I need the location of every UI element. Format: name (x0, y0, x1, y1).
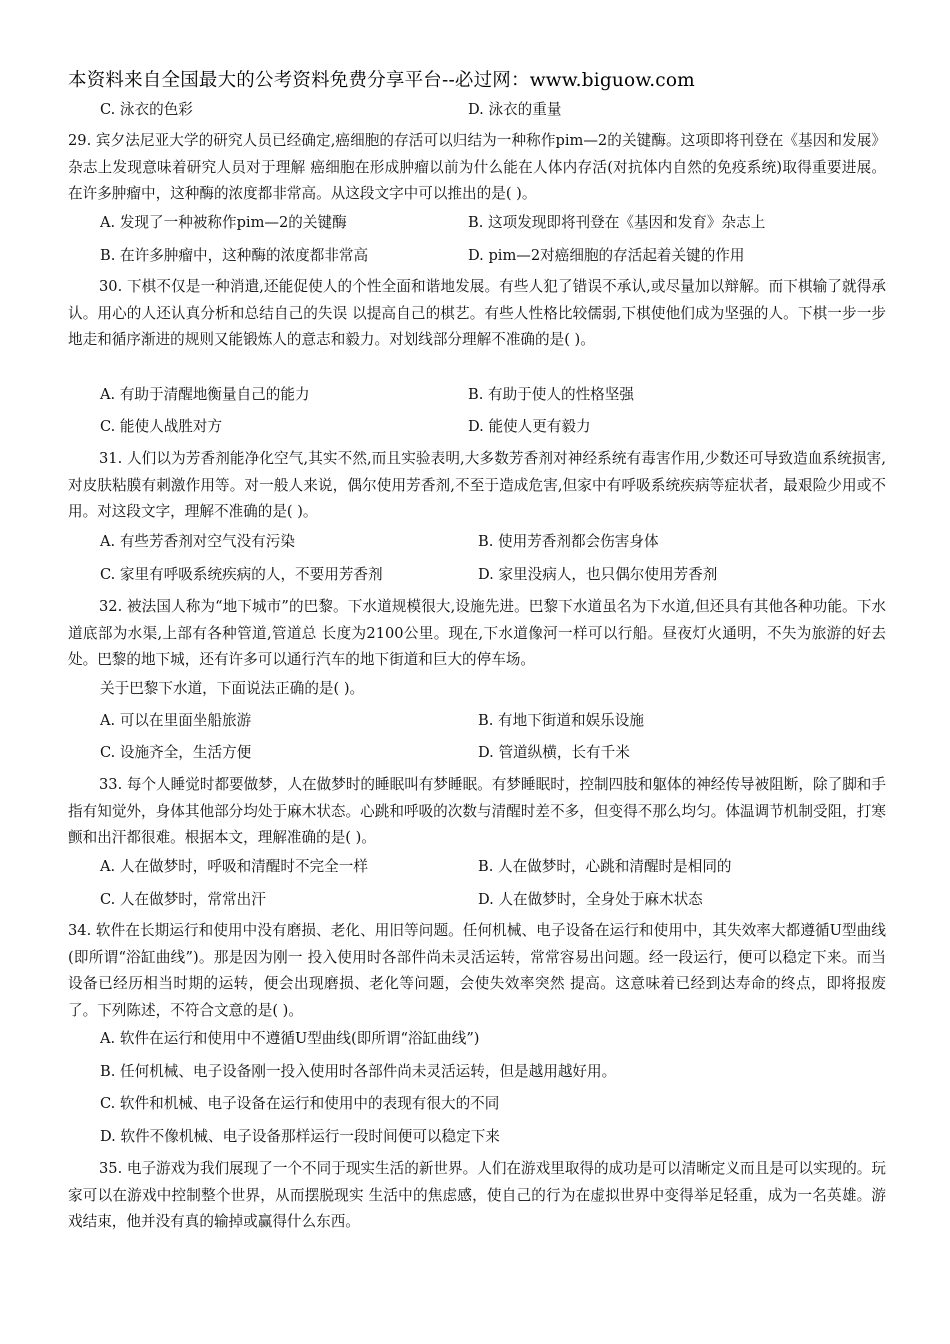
q29-option-c: B. 在许多肿瘤中，这种酶的浓度都非常高 (100, 247, 369, 264)
q33-option-a: A. 人在做梦时，呼吸和清醒时不完全一样 (100, 858, 368, 875)
q29-option-b: B. 这项发现即将刊登在《基因和发育》杂志上 (468, 214, 766, 231)
q32-stem: 32. 被法国人称为“地下城市”的巴黎。下水道规模很大,设施先进。巴黎下水道虽名为下水道,但还具有其他各种功能。下水道底部为水渠,上部有各种管道,管道总 长度为2100公里。现在,下水道像河一样可以行船。昼夜灯火通明，不失为旅游的好去处。巴黎的地下城，还有许多可以通行汽车的地下街道和巨大的停车场。 (68, 598, 886, 668)
q31-option-a: A. 有些芳香剂对空气没有污染 (100, 533, 295, 550)
q32-question: 关于巴黎下水道，下面说法正确的是( )。 (100, 680, 365, 697)
q34-stem: 34. 软件在长期运行和使用中没有磨损、老化、用旧等问题。任何机械、电子设备在运行和使用中，其失效率大都遵循U型曲线(即所谓“浴缸曲线”)。那是因为刚一 投入使用时各部件尚未灵活运转，常常容易出问题。经一段运行，便可以稳定下来。而当设备已经历相当时期的运转，便会出现磨损、老化等问题，会使失效率突然 提高。这意味着已经到达寿命的终点，即将报废了。下列陈述，不符合文意的是( )。 (68, 922, 886, 1019)
q31-option-c: C. 家里有呼吸系统疾病的人，不要用芳香剂 (100, 566, 383, 583)
q35-stem: 35. 电子游戏为我们展现了一个不同于现实生活的新世界。人们在游戏里取得的成功是可以清晰定义而且是可以实现的。玩家可以在游戏中控制整个世界，从而摆脱现实 生活中的焦虑感，使自己的行为在虚拟世界中变得举足轻重，成为一名英雄。游戏结束，他并没有真的输掉或赢得什么东西。 (68, 1160, 886, 1230)
q30-option-b: B. 有助于使人的性格坚强 (468, 386, 634, 403)
q33-option-c: C. 人在做梦时，常常出汗 (100, 891, 266, 908)
q33-option-b: B. 人在做梦时，心跳和清醒时是相同的 (478, 858, 732, 875)
q32-option-d: D. 管道纵横，长有千米 (478, 744, 630, 761)
q30-option-a: A. 有助于清醒地衡量自己的能力 (100, 386, 310, 403)
q34-option-d: D. 软件不像机械、电子设备那样运行一段时间便可以稳定下来 (100, 1128, 500, 1145)
q32-option-a: A. 可以在里面坐船旅游 (100, 712, 252, 729)
q33-stem: 33. 每个人睡觉时都要做梦，人在做梦时的睡眠叫有梦睡眠。有梦睡眠时，控制四肢和躯体的神经传导被阻断，除了脚和手指有知觉外，身体其他部分均处于麻木状态。心跳和呼吸的次数与清醒时差不多，但变得不那么均匀。体温调节机制受阻，打寒颤和出汗都很难。根据本文，理解准确的是( )。 (68, 776, 886, 846)
q28-option-d: D. 泳衣的重量 (468, 101, 562, 118)
source-header: 本资料来自全国最大的公考资料免费分享平台--必过网：www.biguow.com (68, 70, 695, 91)
q30-stem: 30. 下棋不仅是一种消遣,还能促使人的个性全面和谐地发展。有些人犯了错误不承认,或尽量加以辩解。而下棋输了就得承认。用心的人还认真分析和总结自己的失误 以提高自己的棋艺。有些人性格比较儒弱,下棋使他们成为坚强的人。下棋一步一步地走和循序渐进的规则又能锻炼人的意志和毅力。对划线部分理解不准确的是( )。 (68, 278, 886, 348)
q29-option-a: A. 发现了一种被称作pim—2的关键酶 (100, 214, 347, 231)
q31-option-b: B. 使用芳香剂都会伤害身体 (478, 533, 659, 550)
q34-option-a: A. 软件在运行和使用中不遵循U型曲线(即所谓“浴缸曲线”) (100, 1030, 480, 1047)
q30-option-d: D. 能使人更有毅力 (468, 418, 591, 435)
q34-option-b: B. 任何机械、电子设备刚一投入使用时各部件尚未灵活运转，但是越用越好用。 (100, 1063, 617, 1080)
q31-option-d: D. 家里没病人，也只偶尔使用芳香剂 (478, 566, 718, 583)
q34-option-c: C. 软件和机械、电子设备在运行和使用中的表现有很大的不同 (100, 1095, 500, 1112)
q29-stem: 29. 宾夕法尼亚大学的研究人员已经确定,癌细胞的存活可以归结为一种称作pim—2的关键酶。这项即将刊登在《基因和发展》杂志上发现意味着研究人员对于理解 癌细胞在形成肿瘤以前为什么能在人体内存活(对抗体内自然的免疫系统)取得重要进展。在许多肿瘤中，这种酶的浓度都非常高。从这段文字中可以推出的是( )。 (68, 132, 886, 202)
q32-option-b: B. 有地下街道和娱乐设施 (478, 712, 644, 729)
q33-option-d: D. 人在做梦时，全身处于麻木状态 (478, 891, 703, 908)
q28-option-c: C. 泳衣的色彩 (100, 101, 193, 118)
q29-option-d: D. pim—2对癌细胞的存活起着关键的作用 (468, 247, 745, 264)
q30-option-c: C. 能使人战胜对方 (100, 418, 223, 435)
q31-stem: 31. 人们以为芳香剂能净化空气,其实不然,而且实验表明,大多数芳香剂对神经系统有毒害作用,少数还可导致造血系统损害,对皮肤粘膜有刺激作用等。对一般人来说，偶尔使用芳香剂,不至于造成危害,但家中有呼吸系统疾病等症状者，最艰险少用或不用。对这段文字，理解不准确的是( )。 (68, 450, 886, 520)
q32-option-c: C. 设施齐全，生活方便 (100, 744, 252, 761)
